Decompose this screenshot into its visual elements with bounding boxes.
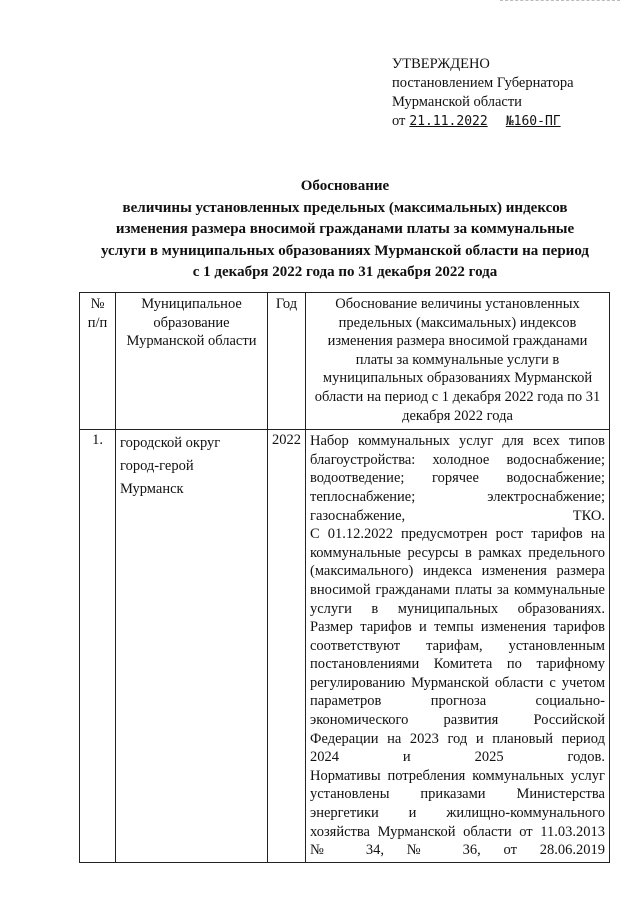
justification-paragraph-4: Нормативы потребления коммунальных услуг установлены приказами Министерства энергетики и жилищно-коммунального хозяйства Мурманской области от 11.03.2013 № 34, № 36, от 28.06.2019 bbox=[310, 767, 605, 859]
municipality-line-1: городской округ bbox=[120, 435, 221, 452]
justification-table bbox=[79, 292, 610, 863]
municipality-line-3: Мурманск bbox=[120, 481, 184, 498]
approval-stamp bbox=[392, 55, 574, 131]
row-justification bbox=[306, 430, 610, 863]
approval-region: Мурманской области bbox=[392, 94, 522, 110]
row-municipality bbox=[116, 430, 268, 863]
scan-artifact-line bbox=[500, 0, 620, 2]
approval-decree: постановлением Губернатора bbox=[392, 75, 574, 91]
table-header-row bbox=[80, 293, 610, 430]
title-line-4: услуги в муниципальных образованиях Мурманской области на период bbox=[101, 242, 589, 259]
justification-paragraph-1: Набор коммунальных услуг для всех типов благоустройства: холодное водоснабжение; водоотведение; горячее водоснабжение; теплоснабжение; электроснабжение; газоснабжение, ТКО. bbox=[310, 433, 605, 524]
municipality-line-2: город-герой bbox=[120, 458, 194, 475]
approval-date-prefix: от bbox=[392, 113, 406, 129]
header-municipality: Муниципальное образование Мурманской области bbox=[116, 293, 268, 430]
title-line-2: величины установленных предельных (максимальных) индексов bbox=[122, 199, 568, 216]
header-year: Год bbox=[268, 293, 306, 430]
approval-number: №160-ПГ bbox=[505, 114, 561, 129]
row-year: 2022 bbox=[268, 430, 306, 863]
justification-paragraph-3: Размер тарифов и темпы изменения тарифов соответствуют тарифам, установленным постановлениями Комитета по тарифному регулированию Мурманской области с учетом параметров прогноза социально-экономического развития Российской Федерации на 2023 год и плановый период 2024 и 2025 годов. bbox=[310, 619, 605, 766]
title-line-3: изменения размера вносимой гражданами платы за коммунальные bbox=[115, 221, 575, 237]
approval-date-line bbox=[392, 112, 574, 131]
approval-approved: УТВЕРЖДЕНО bbox=[392, 56, 490, 72]
header-justification: Обоснование величины установленных предельных (максимальных) индексов изменения размера вносимой гражданами платы за коммунальные услуги в муниципальных образованиях Мурманской области на период с 1 декабря 2022 года по 31 декабря 2022 года bbox=[306, 293, 610, 430]
justification-paragraph-2: С 01.12.2022 предусмотрен рост тарифов на коммунальные ресурсы в рамках предельного (максимального) индекса изменения размера вносимой гражданами платы за коммунальные услуги в муниципальных образованиях. bbox=[310, 526, 605, 617]
document-title bbox=[80, 176, 610, 284]
title-line-1: Обоснование bbox=[300, 178, 390, 194]
title-line-5: с 1 декабря 2022 года по 31 декабря 2022 года bbox=[192, 264, 498, 280]
header-num: № п/п bbox=[80, 293, 116, 430]
row-num: 1. bbox=[80, 430, 116, 863]
approval-date: 21.11.2022 bbox=[409, 114, 488, 129]
table-row bbox=[80, 430, 610, 863]
